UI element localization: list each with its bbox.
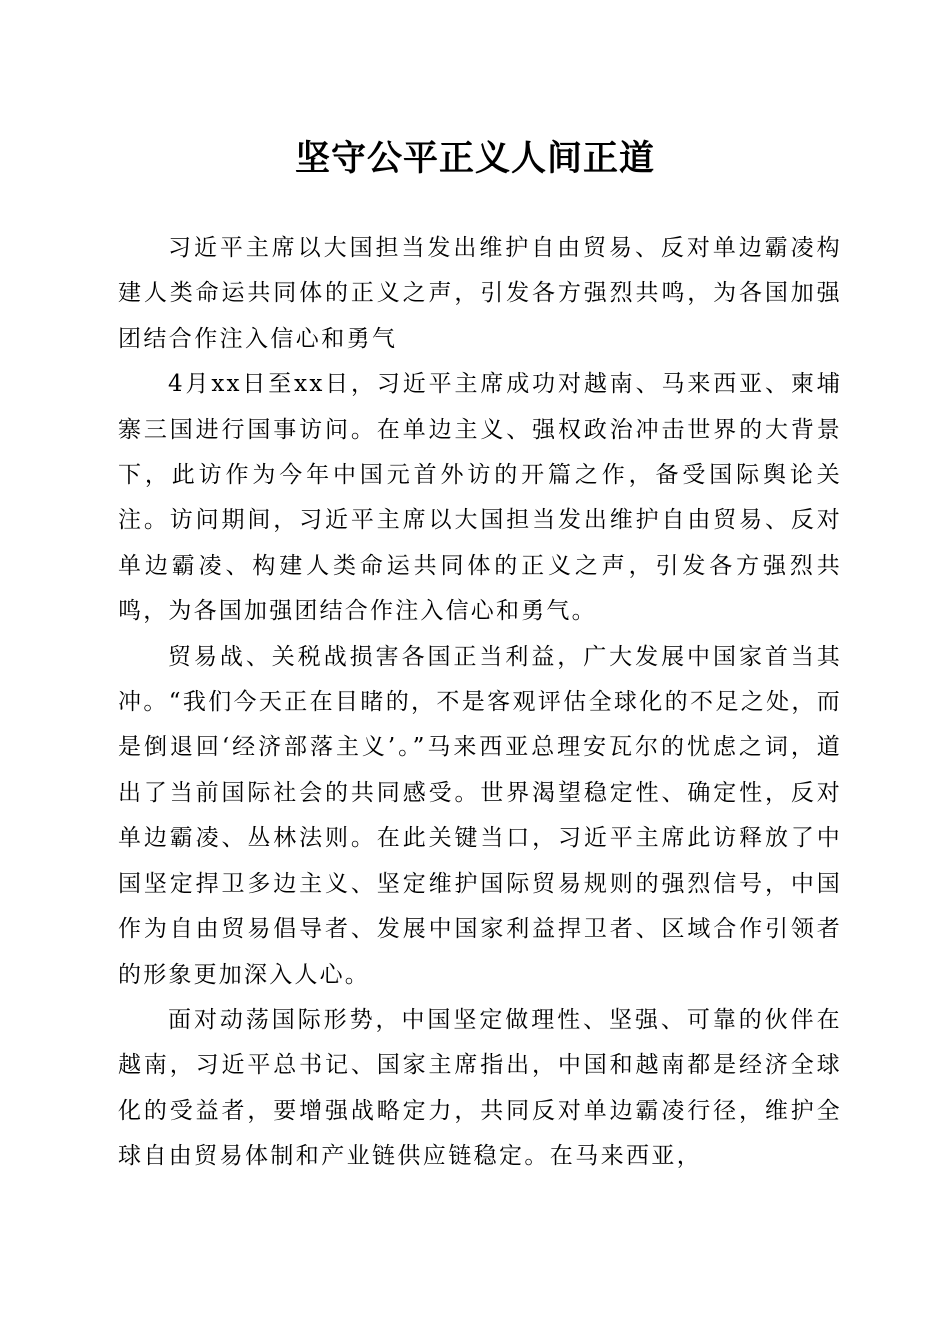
paragraph-2: 4月xx日至xx日，习近平主席成功对越南、马来西亚、柬埔寨三国进行国事访问。在单边主义、强权政治冲击世界的大背景下，此访作为今年中国元首外访的开篇之作，备受国际舆论关注。访问期间，习近平主席以大国担当发出维护自由贸易、反对单边霸凌、构建人类命运共同体的正义之声，引发各方强烈共鸣，为各国加强团结合作注入信心和勇气。 [118,371,842,625]
document-title: 坚守公平正义人间正道 [294,138,655,179]
paragraph-3: 贸易战、关税战损害各国正当利益，广大发展中国家首当其冲。“我们今天正在目睹的，不是客观评估全球化的不足之处，而是倒退回‘经济部落主义’。”马来西亚总理安瓦尔的忧虑之词，道出了当前国际社会的共同感受。世界渴望稳定性、确定性，反对单边霸凌、丛林法则。在此关键当口，习近平主席此访释放了中国坚定捍卫多边主义、坚定维护国际贸易规则的强烈信号，中国作为自由贸易倡导者、发展中国家利益捍卫者、区域合作引领者的形象更加深入人心。 [118,643,842,988]
document-body [118,226,842,1180]
paragraph-1: 习近平主席以大国担当发出维护自由贸易、反对单边霸凌构建人类命运共同体的正义之声，引发各方强烈共鸣，为各国加强团结合作注入信心和勇气 [118,235,842,352]
paragraph-4: 面对动荡国际形势，中国坚定做理性、坚强、可靠的伙伴在越南，习近平总书记、国家主席指出，中国和越南都是经济全球化的受益者，要增强战略定力，共同反对单边霸凌行径，维护全球自由贸易体制和产业链供应链稳定。在马来西亚， [118,1006,842,1170]
